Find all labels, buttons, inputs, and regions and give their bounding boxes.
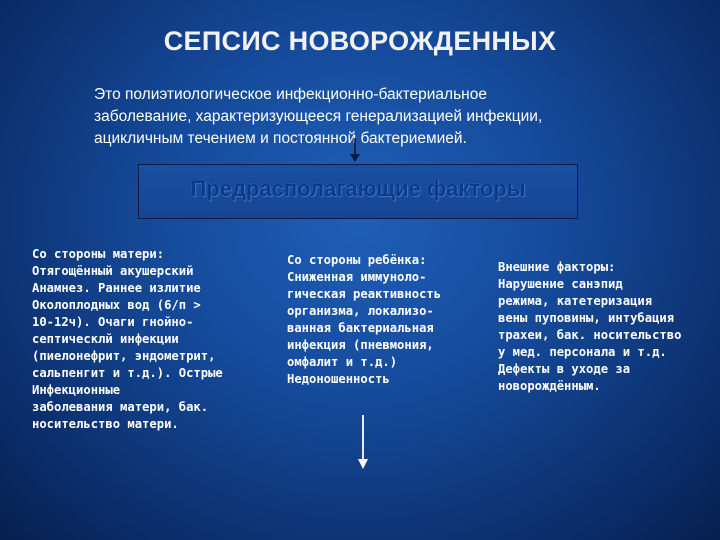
maternal-factors-column [32, 246, 223, 433]
arrow-down-icon [355, 413, 371, 471]
maternal-factor-line: сальпенгит и т.д.). Острые [32, 366, 223, 380]
child-factor-line: ванная бактериальная [287, 321, 434, 335]
external-factor-line: Внешние факторы: [498, 260, 616, 274]
maternal-factor-line: Анамнез. Раннее излитие [32, 281, 201, 295]
child-factor-line: Недоношенность [287, 372, 390, 386]
child-factors-column [287, 252, 441, 388]
maternal-factor-line: септическлй инфекции [32, 332, 179, 346]
external-factor-line: Дефекты в уходе за [498, 362, 631, 376]
definition-text [94, 84, 674, 150]
child-factor-line: омфалит и т.д.) [287, 355, 398, 369]
child-factor-line: гическая реактивность [287, 287, 442, 301]
slide-title: СЕПСИС НОВОРОЖДЕННЫХ [163, 26, 557, 56]
factors-heading: Предрасполагающие факторы [190, 176, 526, 201]
child-factor-line: Сниженная иммуноло- [287, 270, 427, 284]
maternal-factor-line: (пиелонефрит, эндометрит, [32, 349, 216, 363]
external-factor-line: Нарушение санэпид [498, 277, 623, 291]
child-factor-line: инфекция (пневмония, [287, 338, 434, 352]
maternal-factor-line: 10-12ч). Очаги гнойно- [32, 315, 194, 329]
definition-line: Это полиэтиологическое инфекционно-бактериальное [94, 86, 487, 103]
external-factor-line: трахеи, бак. носительство [498, 328, 682, 342]
maternal-factor-line: Инфекционные [32, 383, 121, 397]
external-factor-line: вены пуповины, интубация [498, 311, 675, 325]
maternal-factor-line: носительство матери. [32, 417, 179, 431]
external-factor-line: режима, катетеризация [498, 294, 653, 308]
definition-line: ацикличным течением и постоянной бактериемией. [94, 130, 467, 147]
arrow-down-icon [345, 136, 365, 164]
maternal-factor-line: Околоплодных вод (6/п > [32, 298, 201, 312]
maternal-factor-line: Отягощённый акушерский [32, 264, 194, 278]
child-factor-line: Со стороны ребёнка: [287, 253, 427, 267]
child-factor-line: организма, локализо- [287, 304, 434, 318]
external-factor-line: у мед. персонала и т.д. [498, 345, 667, 359]
maternal-factor-line: заболевания матери, бак. [32, 400, 209, 414]
definition-line: заболевание, характеризующееся генерализацией инфекции, [94, 108, 543, 125]
external-factors-column [498, 259, 681, 395]
maternal-factor-line: Со стороны матери: [32, 247, 165, 261]
external-factor-line: новорождённым. [498, 379, 601, 393]
factors-box [138, 164, 578, 219]
